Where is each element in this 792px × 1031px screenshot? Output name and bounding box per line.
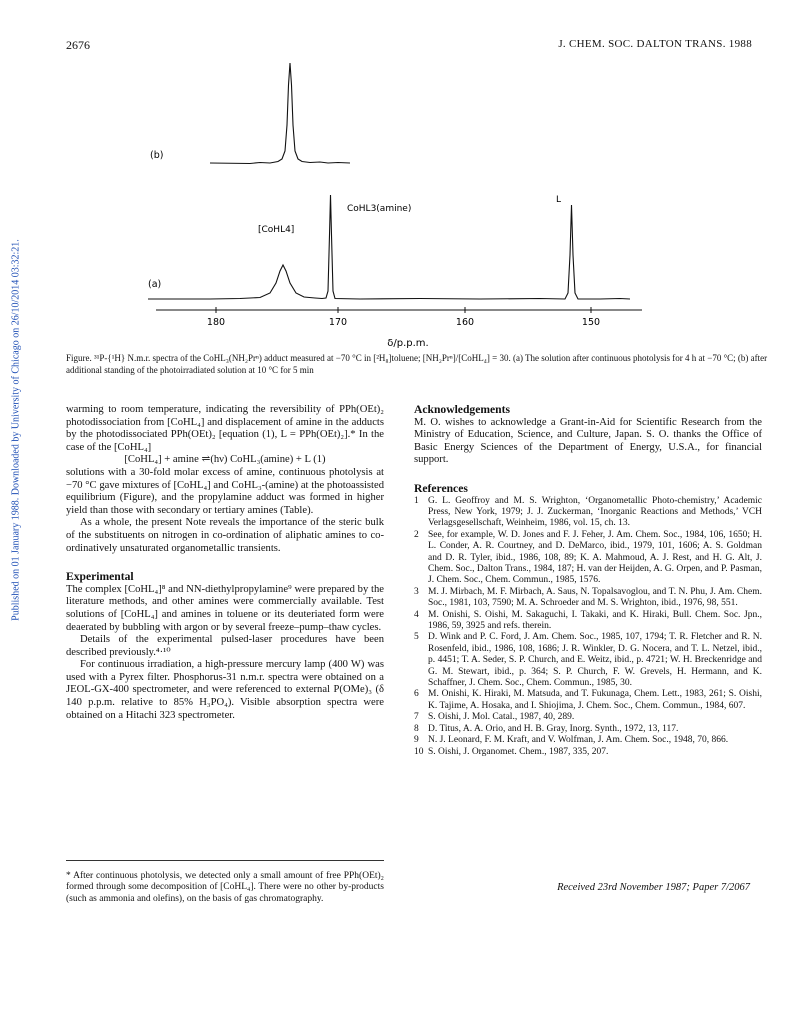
reference-item (414, 632, 762, 689)
reference-number: 9 (414, 735, 419, 746)
x-tick-label-150: 150 (581, 317, 601, 328)
reference-text: S. Oishi, J. Mol. Catal., 1987, 40, 289. (428, 712, 575, 723)
x-tick-label-160: 160 (455, 317, 475, 328)
reference-text: D. Wink and P. C. Ford, J. Am. Chem. Soc., 1985, 107, 1794; T. R. Fletcher and R. N. Rosenfeld, ibid., 1986, 108, 1686; J. R. Winkler, D. G. Nocera, and T. L. Netzel, ibid., p. 4451; T. A. Seder, S. P. Church, and E. Weitz, ibid., p. 4721; W. H. Breckenridge and G. M. Stewart, ibid., p. 364; S. P. Church, F. W. Grevels, H. Hermann, and K. Schaffner, J. Chem. Soc., Chem. Commun., 1985, 30. (428, 632, 762, 689)
reference-item (414, 689, 762, 712)
x-tick-label-170: 170 (328, 317, 348, 328)
peak-label-l: L (556, 195, 562, 205)
right-column (414, 404, 762, 758)
reference-number: 3 (414, 586, 419, 597)
reference-item (414, 735, 762, 746)
page-number: 2676 (66, 38, 90, 52)
footnote-rule (66, 860, 384, 861)
reference-item (414, 747, 762, 758)
label-a: (a) (148, 279, 162, 290)
reference-item (414, 496, 762, 530)
heading-references: References (414, 481, 468, 495)
reference-number: 7 (414, 712, 419, 723)
peak-label-complex: [CoHL4] (258, 225, 295, 235)
received-line: Received 23rd November 1987; Paper 7/2067 (557, 882, 750, 893)
reference-item (414, 530, 762, 587)
paragraph: Details of the experimental pulsed-laser procedures have been described previously.⁴·¹⁰ (66, 634, 384, 658)
reference-number: 8 (414, 723, 419, 734)
reference-number: 10 (414, 746, 424, 757)
heading-experimental: Experimental (66, 570, 134, 584)
paragraph: For continuous irradiation, a high-pressure mercury lamp (400 W) was used with a Pyrex filter. Phosphorus-31 n.m.r. spectra were obtained on a JEOL-GX-400 spectrometer, and were referenced to external P(OMe)₃ (δ 140 p.p.m. relative to 85% H₃PO₄). Visible absorption spectra were obtained on a Hitachi 323 spectrometer. (66, 659, 384, 721)
nmr-spectra-figure (60, 55, 772, 365)
reference-number: 5 (414, 632, 419, 643)
spectrum-b-trace (210, 63, 350, 164)
reference-item (414, 610, 762, 633)
reference-number: 2 (414, 529, 419, 540)
reference-text: See, for example, W. D. Jones and F. J. Feher, J. Am. Chem. Soc., 1984, 106, 1650; H. L. Conder, A. R. Courtney, and D. DeMarco, ibid., 1979, 101, 1606; A. S. Goldman and D. R. Tyler, ibid., 1986, 108, 89; K. A. Mahmoud, A. J. Rest, and H. G. Alt, J. Chem. Soc., Dalton Trans., 1984, 187; H. van der Heijden, A. G. Orpen, and P. Pasman, J. Chem. Soc., Chem. Commun., 1985, 1576. (428, 529, 762, 586)
x-tick-label-180: 180 (206, 317, 226, 328)
acknowledgements-text: M. O. wishes to acknowledge a Grant-in-Aid for Scientific Research from the Ministry of Education, Science, and Culture, Japan. S. O. thanks the Office of Basic Energy Sciences of the Department of Energy, U.S.A., for financial support. (414, 416, 762, 466)
reference-item (414, 587, 762, 610)
reference-text: M. Onishi, S. Oishi, M. Sakaguchi, I. Takaki, and K. Hiraki, Bull. Chem. Soc. Jpn., 1986, 59, 3925 and refs. therein. (428, 609, 762, 632)
download-notice[interactable] (9, 200, 23, 660)
paragraph: solutions with a 30-fold molar excess of amine, continuous photolysis at −70 °C gave mixtures of [CoHL₄] and CoHL₃-(amine) at the photoassisted equilibrium (Figure), and the propylamine adduct was formed in higher yield than those with secondary or tertiary amines (Table). (66, 466, 384, 516)
reference-item (414, 712, 762, 723)
heading-acknowledgements: Acknowledgements (414, 403, 510, 416)
figure-caption: Figure. ³¹P-{¹H} N.m.r. spectra of the CoHL₃(NH₂Prⁿ) adduct measured at −70 °C in [²H₈]toluene; [NH₂Prⁿ]/[CoHL₄] = 30. (a) The solution after continuous photolysis for 4 h at −70 °C; (b) after additional standing of the photoirradiated solution at 10 °C for 5 min (66, 353, 768, 375)
download-notice-text: Published on 01 January 1988. Downloaded by University of Chicago on 26/10/2014 03:32:21. (10, 239, 22, 621)
journal-header: J. CHEM. SOC. DALTON TRANS. 1988 (558, 38, 752, 50)
reference-item (414, 724, 762, 735)
footnote: * After continuous photolysis, we detected only a small amount of free PPh(OEt)₂ formed through some decomposition of [CoHL₄]. There were no other by-products (such as ammonia and olefins), on the basis of gas chromatography. (66, 871, 384, 904)
x-axis-label: δ/p.p.m. (387, 338, 429, 349)
left-column (66, 404, 384, 722)
reference-text: D. Titus, A. A. Orio, and H. B. Gray, Inorg. Synth., 1972, 13, 117. (428, 723, 679, 734)
reference-number: 6 (414, 689, 419, 700)
reference-number: 4 (414, 609, 419, 620)
reference-text: N. J. Leonard, F. M. Kraft, and V. Wolfman, J. Am. Chem. Soc., 1948, 70, 866. (428, 735, 729, 746)
reference-list (414, 496, 762, 758)
equation-1: [CoHL₄] + amine ⇌(hν) CoHL₃(amine) + L (1) (124, 454, 326, 466)
reference-text: G. L. Geoffroy and M. S. Wrighton, ‘Organometallic Photo-chemistry,’ Academic Press, New York, 1979; J. J. Zuckerman, ‘Inorganic Reactions and Methods,’ VCH Verlagsgesellschaft, Weinheim, 1986, vol. 15, ch. 13. (428, 495, 762, 529)
reference-text: S. Oishi, J. Organomet. Chem., 1987, 335, 207. (428, 746, 609, 757)
paragraph: The complex [CoHL₄]⁸ and NN-diethylpropylamine⁹ were prepared by the literature methods, and other amines were commercially available. Test solutions of [CoHL₄] and amines in toluene or its deuteriated form were deaerated by bubbling with argon or by several freeze–pump–thaw cycles. (66, 583, 384, 633)
label-b: (b) (150, 150, 164, 161)
paragraph: warming to room temperature, indicating the reversibility of PPh(OEt)₂ photodissociation from [CoHL₄] and displacement of amine in the adducts by the photodissociated PPh(OEt)₂ [equation (1), L = PPh(OEt)₂].* In the case of the [CoHL₄] (66, 404, 384, 453)
reference-text: M. J. Mirbach, M. F. Mirbach, A. Saus, N. Topalsavoglou, and T. N. Phu, J. Am. Chem. Soc., 1981, 103, 7590; M. A. Schroeder and M. S. Wrighton, ibid., 1976, 98, 551. (428, 586, 762, 609)
peak-label-amine: CoHL3(amine) (347, 204, 412, 214)
reference-number: 1 (414, 495, 419, 506)
reference-text: M. Onishi, K. Hiraki, M. Matsuda, and T. Fukunaga, Chem. Lett., 1983, 261; S. Oishi, K. Tajime, A. Hosaka, and I. Shiojima, J. Chem. Soc., Chem. Commun., 1984, 607. (428, 689, 762, 711)
paragraph: As a whole, the present Note reveals the importance of the steric bulk of the substituents on nitrogen in co-ordination of aliphatic amines to co-ordinatively unsaturated organometallic transients. (66, 517, 384, 554)
